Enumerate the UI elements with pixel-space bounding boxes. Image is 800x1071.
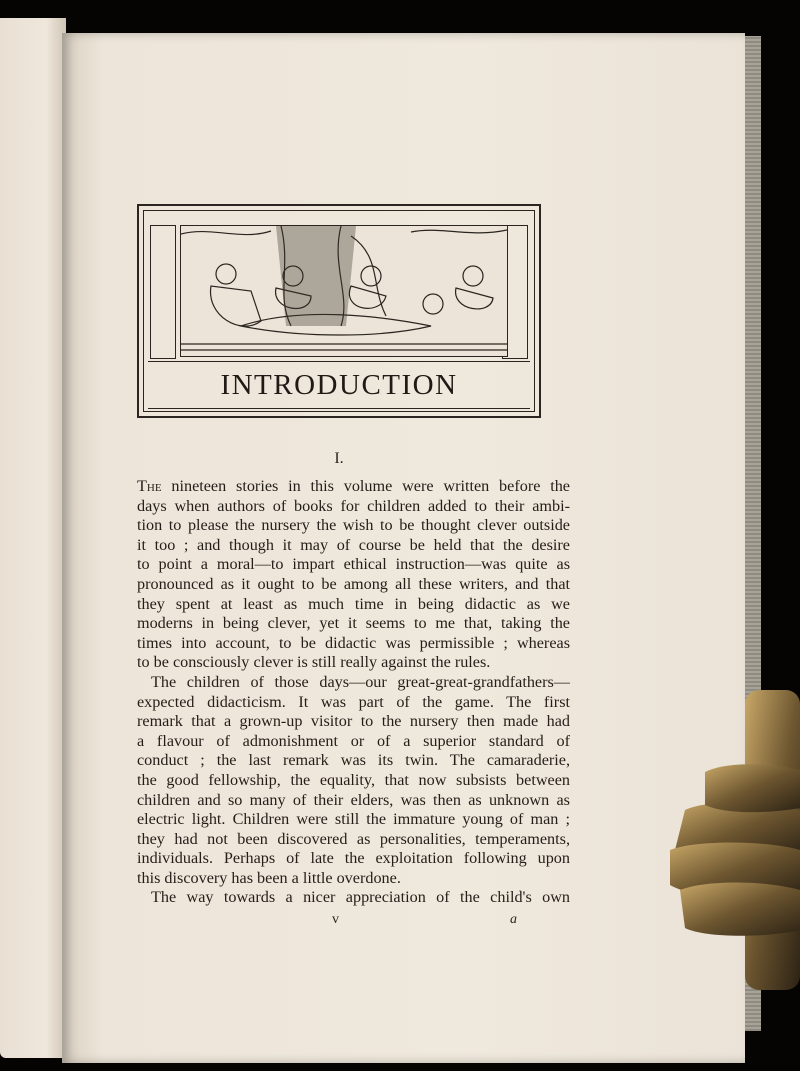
text-line: the good fellowship, the equality, that now subsists between [137, 770, 570, 789]
children-illustration [180, 225, 508, 357]
facing-page-edge [0, 18, 66, 1058]
text-line: this discovery has been a little overdone. [137, 868, 401, 887]
text-line: conduct ; the last remark was its twin. The camaraderie, [137, 751, 570, 770]
text-line: days when authors of books for children added to their ambi- [137, 496, 570, 515]
text-line: electric light. Children were still the immature young of man ; [137, 810, 570, 829]
text-line: expected didacticism. It was part of the game. The first [137, 692, 570, 711]
text-line: to point a moral—to impart ethical instruction—was quite as [137, 555, 570, 574]
text-line: it too ; and though it may of course be held that the desire [137, 535, 570, 554]
page-number: v [332, 912, 339, 927]
body-text [137, 477, 570, 908]
text-line: remark that a grown-up visitor to the nursery then made had [137, 712, 570, 731]
text-line: The way towards a nicer appreciation of the child's own [151, 888, 570, 907]
text-line: tion to please the nursery the wish to be thought clever outside [137, 516, 570, 535]
section-number: I. [334, 450, 344, 467]
signature-mark: a [510, 912, 517, 927]
drop-word: The [137, 477, 162, 495]
text-line: The children of those days—our great-great-grandfathers— [151, 672, 570, 691]
bronze-page-clip [665, 690, 800, 1000]
header-illustration-frame [137, 204, 541, 418]
text-line: pronounced as it ought to be among all these writers, and that [137, 574, 570, 593]
left-pillar [150, 225, 176, 359]
text-line: moderns in being clever, yet it seems to me that, taking the [137, 614, 570, 633]
text-line: a flavour of admonishment or of a superior standard of [137, 731, 570, 750]
text-line: to be consciously clever is still really against the rules. [137, 653, 491, 672]
text-line: they spent at least as much time in being didactic as we [137, 594, 570, 613]
text-line: times into account, to be didactic was permissible ; whereas [137, 633, 570, 652]
text-line: they had not been discovered as personalities, temperaments, [137, 829, 570, 848]
chapter-title: INTRODUCTION [220, 368, 458, 401]
text-line: The nineteen stories in this volume were written before the [137, 477, 570, 495]
text-line: individuals. Perhaps of late the exploitation following upon [137, 849, 570, 868]
text-line: children and so many of their elders, was then as unknown as [137, 790, 570, 809]
